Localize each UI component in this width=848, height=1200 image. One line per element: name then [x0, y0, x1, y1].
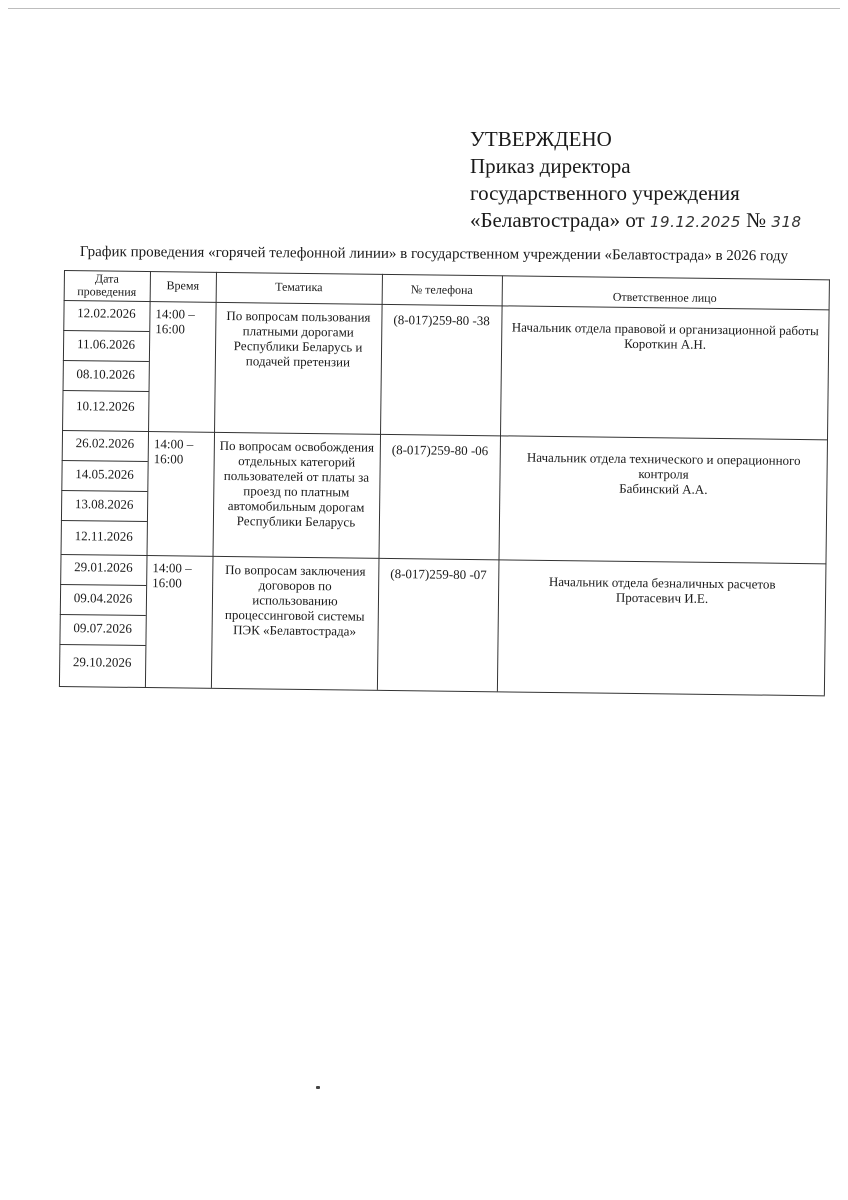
table-rule	[145, 271, 151, 687]
person-cell	[505, 319, 825, 353]
scan-speck	[316, 1086, 320, 1089]
approval-org-name: «Белавтострада» от	[470, 208, 645, 232]
table-rule	[63, 360, 149, 362]
person-name: Бабинский А.А.	[619, 480, 708, 497]
table-rule	[377, 274, 383, 690]
approval-order-line: Приказ директора	[470, 154, 631, 178]
time-cell: 14:00 – 16:00	[153, 436, 194, 467]
time-cell: 14:00 – 16:00	[152, 560, 192, 591]
handwritten-date: 19.12.2025	[649, 213, 741, 231]
table-rule	[63, 390, 149, 392]
approval-date-line	[470, 207, 802, 236]
table-rule	[61, 520, 147, 522]
table-rule	[59, 644, 145, 646]
table-rule	[61, 490, 147, 492]
header-topic: Тематика	[275, 279, 323, 295]
topic-cell: По вопросам пользования платными дорогами Республики Беларусь и подачей претензии	[226, 307, 371, 370]
person-position: Начальник отдела технического и операционного контроля	[526, 449, 801, 482]
topic-cell: По вопросам заключения договоров по использованию процессинговой системы ПЭК «Белавтострада»	[224, 561, 366, 639]
date-cell: 12.11.2026	[74, 528, 133, 544]
phone-cell: (8-017)259-80 -06	[391, 442, 489, 459]
date-cell: 09.04.2026	[73, 590, 133, 606]
header-person: Ответственное лицо	[612, 289, 717, 305]
date-cell: 29.01.2026	[74, 559, 133, 575]
hotline-schedule-table	[59, 270, 830, 697]
person-cell	[503, 449, 824, 498]
person-name: Короткин А.Н.	[624, 335, 707, 352]
time-cell: 14:00 – 16:00	[155, 306, 195, 337]
person-position: Начальник отдела правовой и организационной работы	[511, 319, 819, 339]
approval-institution-line: государственного учреждения	[470, 181, 740, 205]
header-phone: № телефона	[410, 282, 473, 297]
handwritten-order-number: 318	[771, 213, 802, 231]
person-cell	[502, 573, 822, 607]
header-time: Время	[166, 278, 200, 293]
date-cell: 08.10.2026	[76, 366, 136, 382]
date-cell: 29.10.2026	[72, 654, 132, 670]
page-top-edge	[8, 8, 840, 9]
person-name: Протасевич И.Е.	[615, 589, 709, 606]
person-position: Начальник отдела безналичных расчетов	[548, 573, 776, 592]
table-rule	[60, 614, 146, 616]
date-cell: 26.02.2026	[75, 435, 135, 451]
phone-cell: (8-017)259-80 -38	[393, 312, 490, 329]
document-title: График проведения «горячей телефонной линии» в государственном учреждении «Белавтострада» в 2026 году	[79, 244, 789, 265]
table-rule	[497, 275, 503, 691]
topic-cell: По вопросам освобождения отдельных категорий пользователей от платы за проезд по платным автомобильным дорогам Республики Беларусь	[219, 437, 375, 530]
date-cell: 09.07.2026	[73, 620, 132, 636]
approval-stamp-block	[470, 126, 802, 236]
table-rule	[59, 686, 825, 696]
phone-cell: (8-017)259-80 -07	[390, 566, 487, 583]
table-rule	[60, 584, 146, 586]
date-cell: 10.12.2026	[76, 398, 135, 414]
date-cell: 14.05.2026	[75, 466, 134, 482]
date-cell: 12.02.2026	[77, 305, 136, 321]
date-cell: 11.06.2026	[76, 336, 136, 352]
date-cell: 13.08.2026	[74, 496, 134, 512]
table-rule	[63, 330, 149, 332]
header-date: Дата проведения	[77, 271, 137, 299]
order-number-label: №	[746, 208, 767, 232]
approval-heading: УТВЕРЖДЕНО	[470, 127, 612, 151]
table-rule	[62, 460, 148, 462]
